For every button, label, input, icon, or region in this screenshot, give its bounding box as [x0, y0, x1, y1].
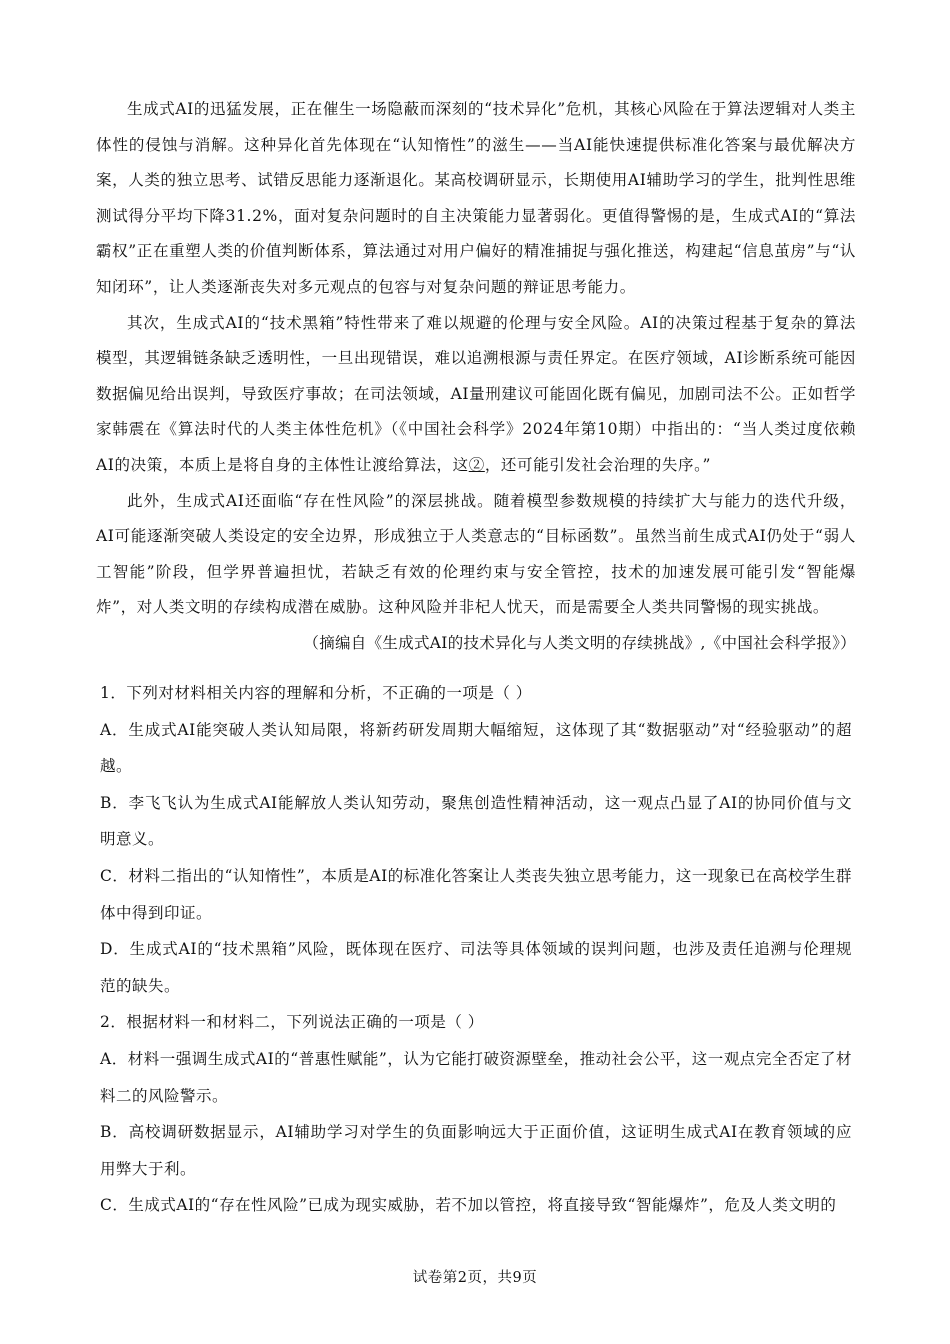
question-1-stem: 1．下列对材料相关内容的理解和分析，不正确的一项是（ ）: [100, 684, 532, 702]
question-2-option-c: C．生成式AI的“存在性风险”已成为现实威胁，若不加以管控，将直接导致“智能爆炸”，危及人类文明的: [100, 1196, 837, 1215]
reading-passage: [96, 92, 856, 662]
passage-paragraph-3: 此外，生成式AI还面临“存在性风险”的深层挑战。随着模型参数规模的持续扩大与能力的迭代升级，AI可能逐渐突破人类设定的安全边界，形成独立于人类意志的“目标函数”。虽然当前生成式AI仍处于“弱人工智能”阶段，但学界普遍担忧，若缺乏有效的伦理约束与安全管控，技术的加速发展可能引发“智能爆炸”，对人类文明的存续构成潜在威胁。这种风险并非杞人忧天，而是需要全人类共同警惕的现实挑战。: [96, 491, 856, 617]
fill-blank-2: ②: [468, 455, 485, 474]
passage-paragraph-2: [96, 306, 856, 484]
question-2-stem: 2．根据材料一和材料二，下列说法正确的一项是（ ）: [100, 1013, 484, 1032]
page-footer: 试卷第2页，共9页: [412, 1270, 538, 1286]
question-1-option-b: B．李飞飞认为生成式AI能解放人类认知劳动，聚焦创造性精神活动，这一观点凸显了AI的协同价值与文明意义。: [100, 793, 852, 849]
passage-paragraph-1: 生成式AI的迅猛发展，正在催生一场隐蔽而深刻的“技术异化”危机，其核心风险在于算法逻辑对人类主体性的侵蚀与消解。这种异化首先体现在“认知惰性”的滋生——当AI能快速提供标准化答案与最优解决方案，人类的独立思考、试错反思能力逐渐退化。某高校调研显示，长期使用AI辅助学习的学生，批判性思维测试得分平均下降31.2%，面对复杂问题时的自主决策能力显著弱化。更值得警惕的是，生成式AI的“算法霸权”正在重塑人类的价值判断体系，算法通过对用户偏好的精准捕捉与强化推送，构建起“信息茧房”与“认知闭环”，让人类逐渐丧失对多元观点的包容与对复杂问题的辩证思考能力。: [96, 100, 856, 296]
question-1-option-a: A．生成式AI能突破人类认知局限，将新药研发周期大幅缩短，这体现了其“数据驱动”对“经验驱动”的超越。: [100, 720, 852, 776]
question-2-option-a: A．材料一强调生成式AI的“普惠性赋能”，认为它能打破资源壁垒，推动社会公平，这一观点完全否定了材料二的风险警示。: [100, 1049, 852, 1105]
question-2-option-b: B．高校调研数据显示，AI辅助学习对学生的负面影响远大于正面价值，这证明生成式AI在教育领域的应用弊大于利。: [100, 1123, 852, 1178]
question-list: [100, 675, 852, 1224]
source-citation: （摘编自《生成式AI的技术异化与人类文明的存续挑战》,《中国社会科学报》）: [303, 633, 856, 652]
question-1-option-c: C．材料二指出的“认知惰性”，本质是AI的标准化答案让人类丧失独立思考能力，这一现象已在高校学生群体中得到印证。: [100, 866, 852, 922]
paragraph-2-text: 其次，生成式AI的“技术黑箱”特性带来了难以规避的伦理与安全风险。AI的决策过程基于复杂的算法模型，其逻辑链条缺乏透明性，一旦出现错误，难以追溯根源与责任界定。在医疗领域，AI诊断系统可能因数据偏见给出误判，导致医疗事故；在司法领域，AI量刑建议可能固化既有偏见，加剧司法不公。正如哲学家韩震在《算法时代的人类主体性危机》（《中国社会科学》2024年第10期）中指出的：“当人类过度依赖AI的决策，本质上是将自身的主体性让渡给算法，这: [96, 313, 856, 474]
paragraph-2-tail: ，还可能引发社会治理的失序。”: [484, 455, 712, 474]
question-1-option-d: D．生成式AI的“技术黑箱”风险，既体现在医疗、司法等具体领域的误判问题，也涉及责任追溯与伦理规范的缺失。: [100, 940, 852, 995]
